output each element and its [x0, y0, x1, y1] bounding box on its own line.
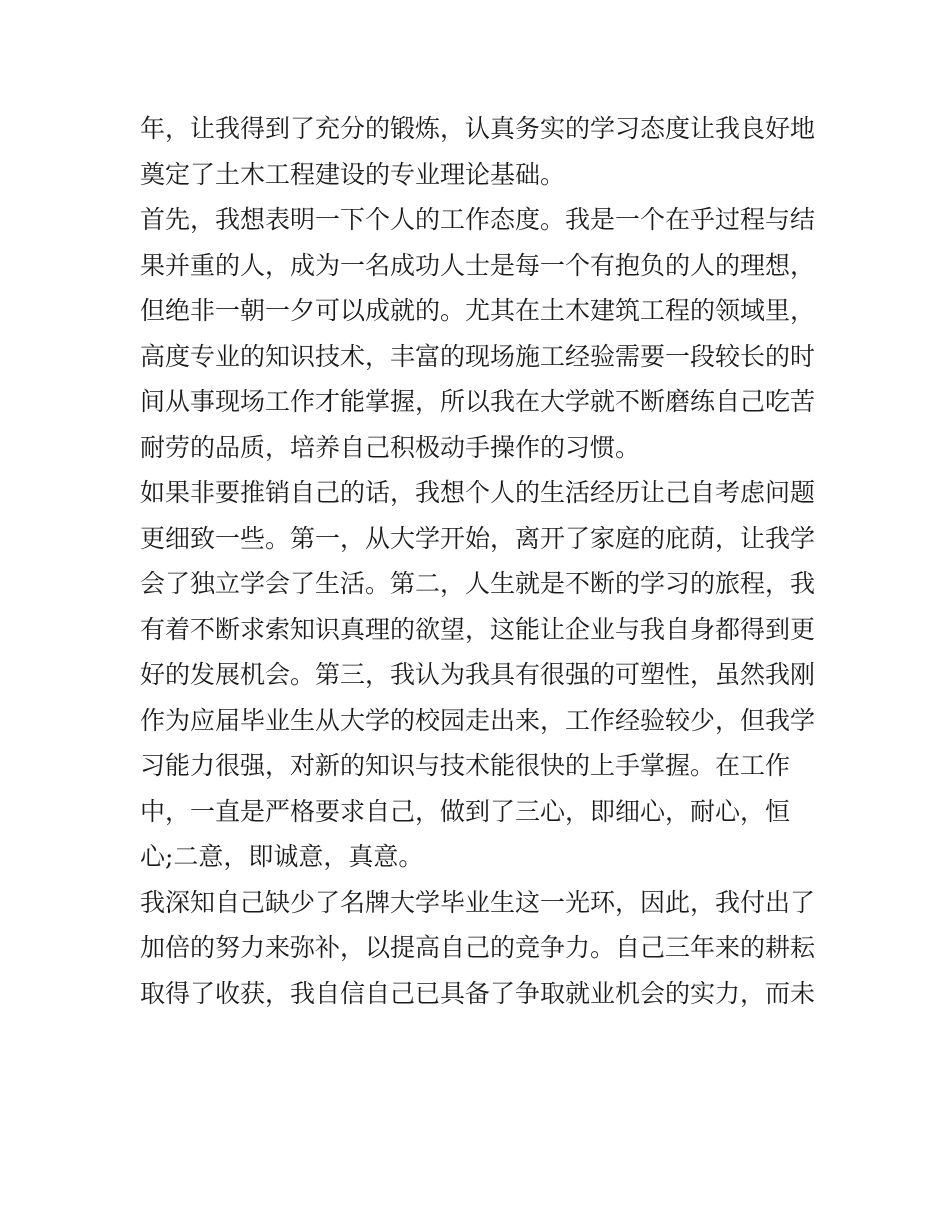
- text-line: 中，一直是严格要求自己，做到了三心，即细心，耐心，恒: [140, 796, 791, 826]
- text-line: 间从事现场工作才能掌握，所以我在大学就不断磨练自己吃苦: [140, 387, 816, 416]
- text-line: 心;二意，即诚意，真意。: [140, 842, 424, 871]
- text-line: 作为应届毕业生从大学的校园走出来，工作经验较少，但我学: [140, 705, 816, 735]
- text-line: 奠定了土木工程建设的专业理论基础。: [140, 159, 566, 189]
- text-line: 会了独立学会了生活。第二，人生就是不断的学习的旅程，我: [140, 569, 816, 598]
- text-line: 高度专业的知识技术，丰富的现场施工经验需要一段较长的时: [140, 341, 816, 371]
- text-line: 但绝非一朝一夕可以成就的。尤其在土木建筑工程的领域里，: [140, 296, 816, 325]
- text-line: 加倍的努力来弥补，以提高自己的竞争力。自己三年来的耕耘: [140, 933, 816, 962]
- text-line: 耐劳的品质，培养自己积极动手操作的习惯。: [140, 432, 641, 462]
- text-line: 我深知自己缺少了名牌大学毕业生这一光环，因此，我付出了: [140, 887, 816, 917]
- text-line: 有着不断求索知识真理的欲望，这能让企业与我自身都得到更: [140, 614, 816, 644]
- text-line: 更细致一些。第一，从大学开始，离开了家庭的庇荫，让我学: [140, 523, 816, 553]
- text-line: 年，让我得到了充分的锻炼，认真务实的学习态度让我良好地: [140, 114, 816, 143]
- text-line: 习能力很强，对新的知识与技术能很快的上手掌握。在工作: [140, 751, 791, 780]
- body-text: [140, 106, 820, 1016]
- text-line: 果并重的人，成为一名成功人士是每一个有抱负的人的理想，: [140, 250, 816, 280]
- text-line: 好的发展机会。第三，我认为我具有很强的可塑性，虽然我刚: [140, 660, 816, 689]
- text-line: 首先，我想表明一下个人的工作态度。我是一个在乎过程与结: [140, 205, 816, 234]
- text-line: 取得了收获，我自信自己已具备了争取就业机会的实力，而未: [140, 978, 816, 1008]
- text-line: 如果非要推销自己的话，我想个人的生活经历让己自考虑问题: [140, 478, 816, 507]
